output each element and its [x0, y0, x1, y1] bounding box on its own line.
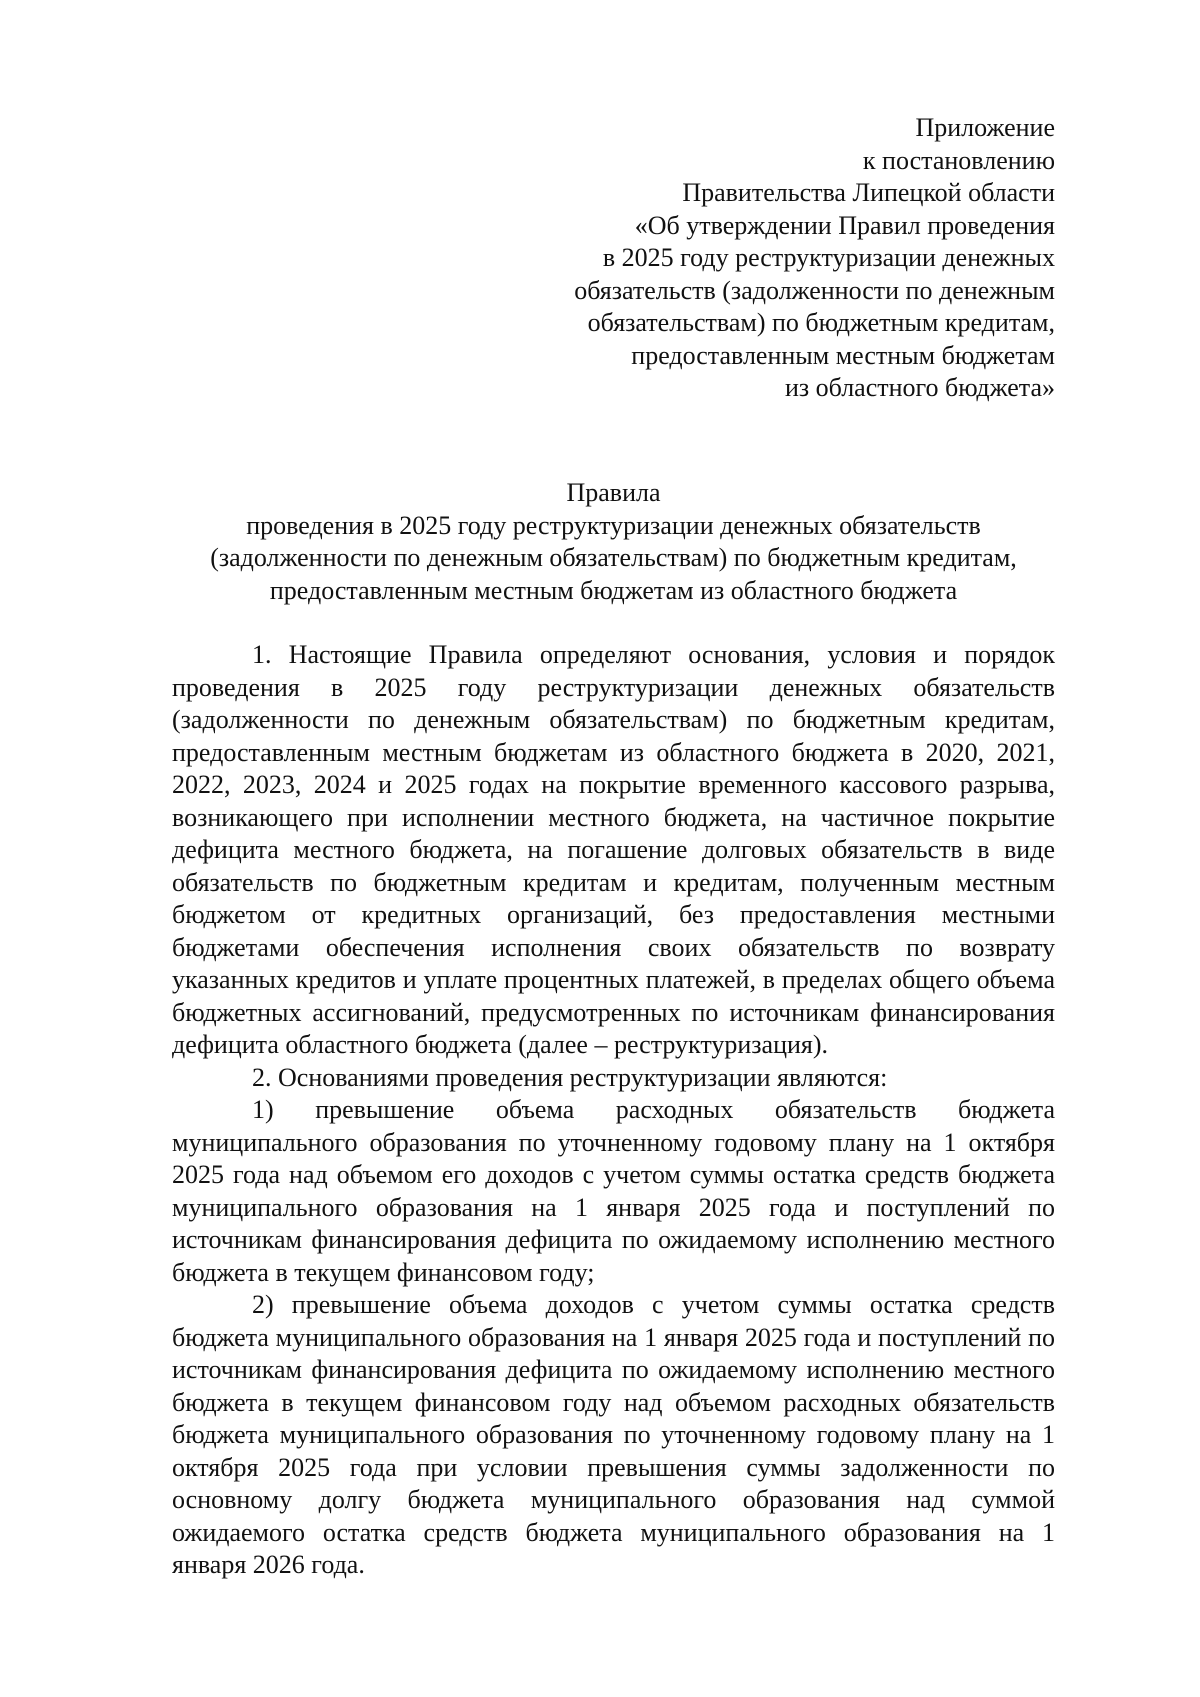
rules-subtitle-line: проведения в 2025 году реструктуризации денежных обязательств — [246, 510, 981, 540]
appendix-line: в 2025 году реструктуризации денежных — [602, 243, 1055, 272]
appendix-line: обязательствам) по бюджетным кредитам, — [587, 308, 1055, 337]
paragraph-2: 2. Основаниями проведения реструктуризации являются: — [252, 1062, 888, 1092]
appendix-line: из областного бюджета» — [784, 373, 1055, 402]
rules-subtitle-line: (задолженности по денежным обязательствам) по бюджетным кредитам, — [210, 543, 1017, 572]
appendix-header — [495, 112, 1055, 405]
appendix-line: обязательств (задолженности по денежным — [574, 275, 1055, 305]
rules-subtitle-line: предоставленным местным бюджетам из областного бюджета — [269, 575, 958, 605]
appendix-line: Правительства Липецкой области — [682, 178, 1055, 207]
paragraph-2-item-1: 1) превышение объема расходных обязательств бюджета муниципального образования по уточненному годовому плану на 1 октября 2025 года над объемом его доходов с учетом суммы остатка средств бюджета муниципального образования на 1 января 2025 года и поступлений по источникам финансирования дефицита по ожидаемому исполнению местного бюджета в текущем финансовом году; — [172, 1095, 1055, 1287]
paragraph-1: 1. Настоящие Правила определяют основания, условия и порядок проведения в 2025 году реструктуризации денежных обязательств (задолженности по денежным обязательствам) по бюджетным кредитам, предоставленным местным бюджетам из областного бюджета в 2020, 2021, 2022, 2023, 2024 и 2025 годах на покрытие временного кассового разрыва, возникающего при исполнении местного бюджета, на частичное покрытие дефицита местного бюджета, на погашение долговых обязательств в виде обязательств по бюджетным кредитам и кредитам, полученным местным бюджетом от кредитных организаций, без предоставления местными бюджетами обеспечения исполнения своих обязательств по возврату указанных кредитов и уплате процентных платежей, в пределах общего объема бюджетных ассигнований, предусмотренных по источникам финансирования дефицита областного бюджета (далее – реструктуризация). — [172, 640, 1055, 1059]
appendix-line: предоставленным местным бюджетам — [631, 340, 1055, 370]
appendix-line: Приложение — [915, 113, 1055, 142]
paragraph-2-item-2: 2) превышение объема доходов с учетом суммы остатка средств бюджета муниципального образования на 1 января 2025 года и поступлений по источникам финансирования дефицита по ожидаемому исполнению местного бюджета в текущем финансовом году над объемом расходных обязательств бюджета муниципального образования по уточненному годовому плану на 1 октября 2025 года при условии превышения суммы задолженности по основному долгу бюджета муниципального образования над суммой ожидаемого остатка средств бюджета муниципального образования на 1 января 2026 года. — [172, 1290, 1055, 1579]
document-body — [172, 639, 1055, 1582]
appendix-line: «Об утверждении Правил проведения — [634, 210, 1055, 240]
rules-title-block — [172, 477, 1055, 607]
appendix-line: к постановлению — [862, 145, 1055, 175]
rules-heading: Правила — [566, 478, 661, 507]
